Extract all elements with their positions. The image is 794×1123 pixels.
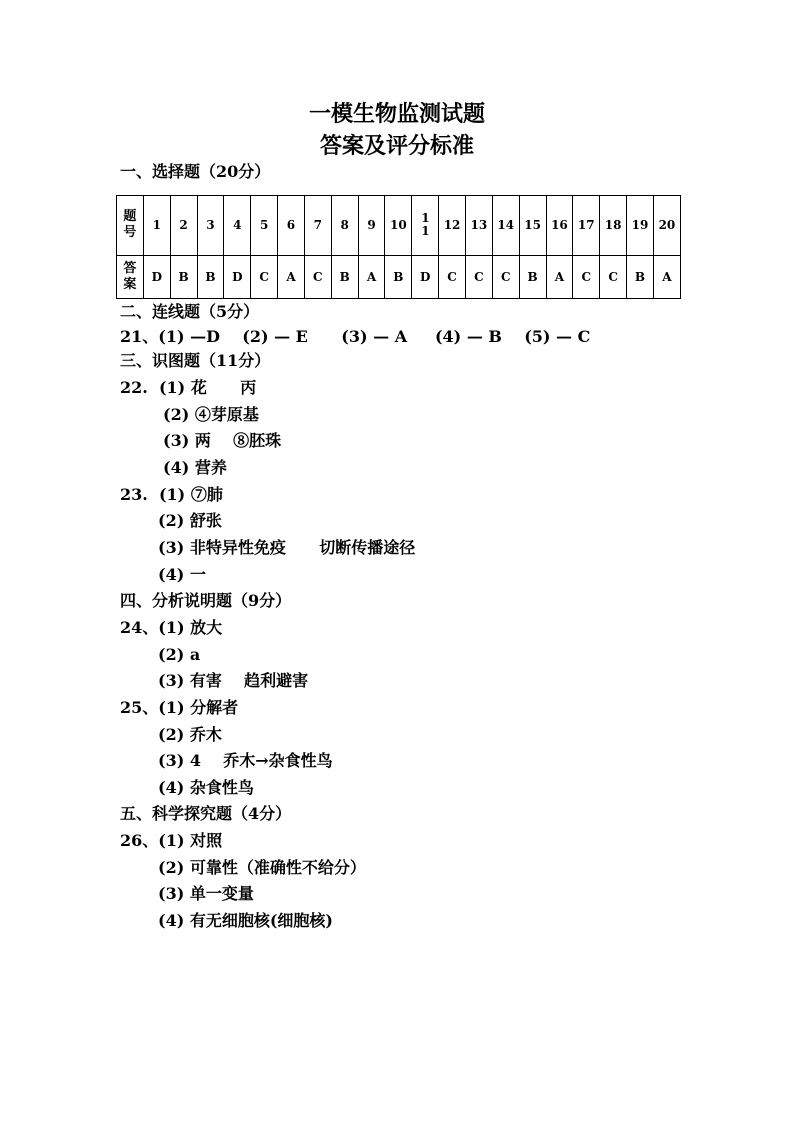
answer-cell: B: [331, 255, 358, 298]
answer-cell: C: [573, 255, 600, 298]
document-title: 一模生物监测试题: [308, 101, 485, 127]
document-subtitle: 答案及评分标准: [319, 133, 474, 159]
answer-23-1: 23. (1) ⑦肺: [120, 485, 223, 504]
answer-26-2: (2) 可靠性（准确性不给分）: [158, 858, 366, 877]
question-number-cell: 3: [197, 196, 224, 256]
question-number-cell: 17: [573, 196, 600, 256]
question-number-cell: 20: [653, 196, 680, 256]
answer-25-1: 25、(1) 分解者: [120, 698, 239, 717]
question-number-cell: 5: [251, 196, 278, 256]
question-number-cell: 7: [304, 196, 331, 256]
answer-cell: C: [439, 255, 466, 298]
answer-table: [116, 195, 681, 299]
answer-22-1: 22. (1) 花 丙: [120, 378, 257, 397]
section-heading-matching: 二、连线题（5分）: [120, 302, 260, 321]
question-number-cell: 4: [224, 196, 251, 256]
question-number-cell: 8: [331, 196, 358, 256]
answer-25-3: (3) 4 乔木→杂食性鸟: [158, 751, 333, 770]
section-heading-inquiry: 五、科学探究题（4分）: [120, 804, 292, 823]
answer-cell: C: [492, 255, 519, 298]
answer-22-3: (3) 两 ⑧胚珠: [163, 431, 282, 450]
section-heading-figure: 三、识图题（11分）: [120, 351, 271, 370]
answer-cell: A: [278, 255, 305, 298]
answer-26-4: (4) 有无细胞核(细胞核): [158, 911, 333, 930]
answer-cell: D: [224, 255, 251, 298]
answer-22-4: (4) 营养: [163, 458, 227, 477]
answer-cell: C: [465, 255, 492, 298]
question-number-cell: 9: [358, 196, 385, 256]
answer-cell: A: [653, 255, 680, 298]
answer-cell: D: [143, 255, 170, 298]
answer-cell: A: [358, 255, 385, 298]
question-number-cell: 6: [278, 196, 305, 256]
answer-24-3: (3) 有害 趋利避害: [158, 671, 309, 690]
table-head-number-label: 题号: [123, 209, 137, 241]
question-number-cell: 16: [546, 196, 573, 256]
answer-cell: B: [170, 255, 197, 298]
answer-25-2: (2) 乔木: [158, 725, 222, 744]
answer-cell: B: [197, 255, 224, 298]
section-heading-choice: 一、选择题（20分）: [120, 162, 271, 181]
answer-23-4: (4) 一: [158, 565, 206, 584]
answer-23-2: (2) 舒张: [158, 511, 222, 530]
question-number-cell: 15: [519, 196, 546, 256]
answer-23-3: (3) 非特异性免疫 切断传播途径: [158, 538, 416, 557]
answer-cell: D: [412, 255, 439, 298]
answer-cell: A: [546, 255, 573, 298]
answer-21: 21、(1) —D (2) — E (3) — A (4) — B (5) — C: [120, 327, 591, 346]
answer-cell: C: [304, 255, 331, 298]
question-number-cell: 10: [385, 196, 412, 256]
answer-22-2: (2) ④芽原基: [163, 405, 259, 424]
question-number-cell: 12: [439, 196, 466, 256]
question-number-cell: 1: [143, 196, 170, 256]
question-number-cell: 13: [465, 196, 492, 256]
question-number-cell: 18: [600, 196, 627, 256]
question-number-cell: 14: [492, 196, 519, 256]
answer-24-2: (2) a: [158, 645, 201, 664]
answer-25-4: (4) 杂食性鸟: [158, 778, 254, 797]
table-head-answer-label: 答案: [123, 260, 137, 292]
answer-cell: B: [627, 255, 654, 298]
question-number-cell: [412, 196, 439, 256]
answer-24-1: 24、(1) 放大: [120, 618, 223, 637]
section-heading-analysis: 四、分析说明题（9分）: [120, 591, 292, 610]
table-head-number: [117, 196, 144, 256]
answer-cell: C: [251, 255, 278, 298]
question-number-11-text: 11: [421, 211, 430, 239]
question-number-cell: 2: [170, 196, 197, 256]
question-number-cell: 19: [627, 196, 654, 256]
answer-cell: B: [519, 255, 546, 298]
answer-26-3: (3) 单一变量: [158, 884, 254, 903]
table-head-answer: [117, 255, 144, 298]
answer-cell: C: [600, 255, 627, 298]
answer-cell: B: [385, 255, 412, 298]
answer-26-1: 26、(1) 对照: [120, 831, 223, 850]
